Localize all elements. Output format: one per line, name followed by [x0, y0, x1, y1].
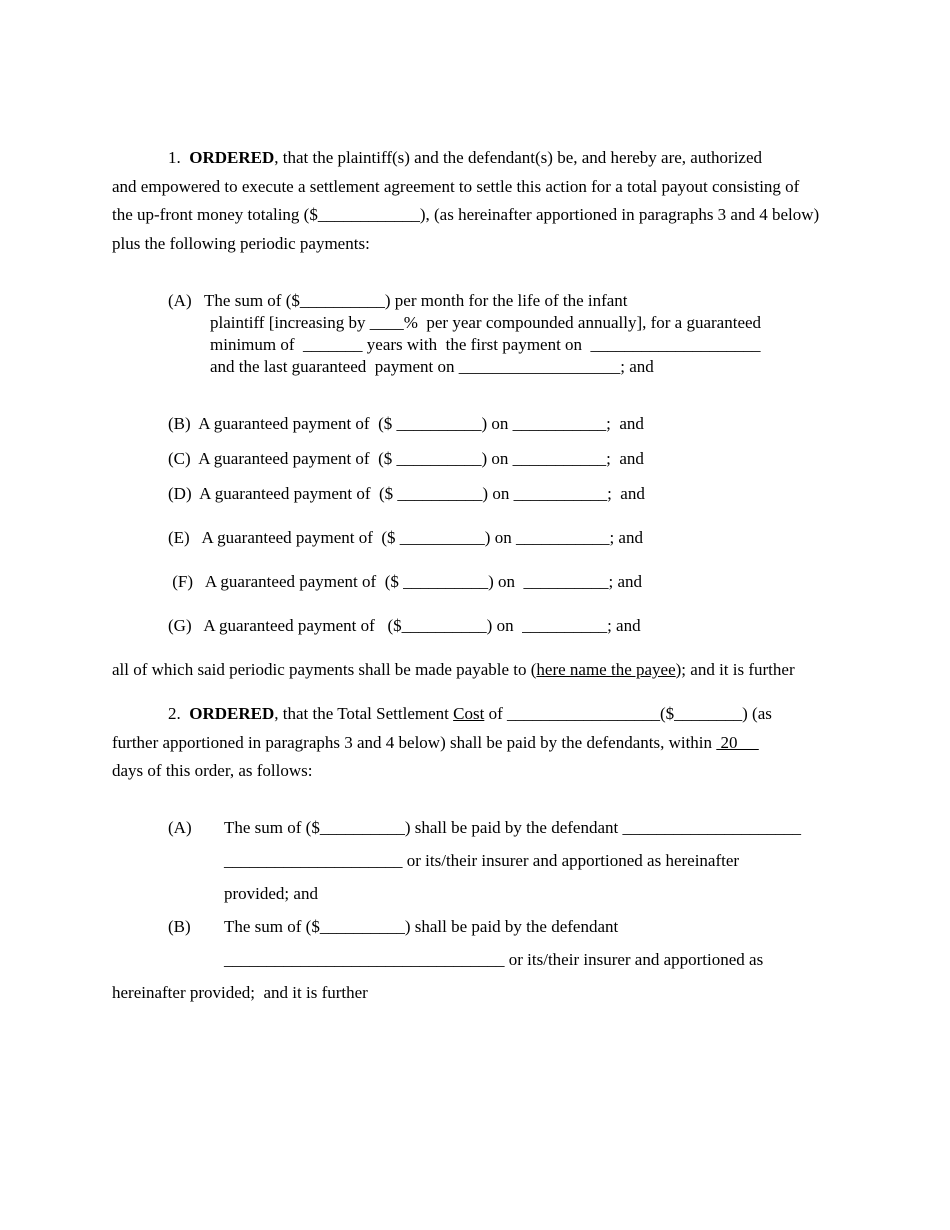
- subB-line3: hereinafter provided; and it is further: [112, 983, 368, 1002]
- subB-label: (B): [168, 917, 191, 936]
- para1-line3: the up-front money totaling ($____________), (as hereinafter apportioned in paragraphs 3 and 4 below): [112, 205, 820, 224]
- periodic-pre: all of which said periodic payments shall be made payable to (: [112, 660, 537, 679]
- para2-text-b: of __________________($________) (as: [484, 704, 772, 723]
- days-value: 20: [716, 733, 759, 752]
- item-e: (E) A guaranteed payment of ($ __________) on ___________; and: [168, 528, 643, 547]
- item-f: (F) A guaranteed payment of ($ __________) on __________; and: [168, 572, 643, 591]
- subA-label: (A): [168, 818, 192, 837]
- para1-line2: and empowered to execute a settlement agreement to settle this action for a total payout consisting of: [112, 177, 800, 196]
- item-d: (D) A guaranteed payment of ($ __________) on ___________; and: [168, 484, 645, 503]
- itemA-line4: and the last guaranteed payment on ___________________; and: [210, 357, 654, 376]
- para1-line4: plus the following periodic payments:: [112, 234, 370, 253]
- item-g: (G) A guaranteed payment of ($__________) on __________; and: [168, 616, 641, 635]
- para2-line1: [168, 704, 772, 724]
- para2-line2-text: further apportioned in paragraphs 3 and 4 below) shall be paid by the defendants, within: [112, 733, 717, 752]
- subB-line2: _________________________________ or its/their insurer and apportioned as: [224, 950, 764, 969]
- para2-line3: days of this order, as follows:: [112, 761, 313, 780]
- para1-line1: [168, 148, 762, 168]
- subA-line3: provided; and: [224, 884, 318, 903]
- para2-number: 2.: [168, 704, 190, 723]
- subA-line1: The sum of ($__________) shall be paid by the defendant _____________________: [224, 818, 801, 837]
- itemA-line1: (A) The sum of ($__________) per month for the life of the infant: [168, 291, 628, 310]
- item-c: (C) A guaranteed payment of ($ __________) on ___________; and: [168, 449, 644, 468]
- para1-text: , that the plaintiff(s) and the defendant(s) be, and hereby are, authorized: [274, 148, 763, 167]
- para2-text-a: , that the Total Settlement: [274, 704, 454, 723]
- cost-word: Cost: [453, 704, 485, 723]
- para1-number: 1.: [168, 148, 190, 167]
- subB-line1: The sum of ($__________) shall be paid by the defendant: [224, 917, 619, 936]
- periodic-line: [112, 660, 795, 680]
- para2-line2: [112, 733, 759, 753]
- item-b: (B) A guaranteed payment of ($ __________) on ___________; and: [168, 414, 644, 433]
- para1-ordered: ORDERED: [189, 148, 275, 167]
- subA-line2: _____________________ or its/their insurer and apportioned as hereinafter: [224, 851, 740, 870]
- payee-placeholder: here name the payee: [536, 660, 676, 679]
- para2-ordered: ORDERED: [189, 704, 275, 723]
- itemA-line3: minimum of _______ years with the first payment on ____________________: [210, 335, 761, 354]
- periodic-post: ); and it is further: [675, 660, 795, 679]
- itemA-line2: plaintiff [increasing by ____% per year compounded annually], for a guaranteed: [210, 313, 762, 332]
